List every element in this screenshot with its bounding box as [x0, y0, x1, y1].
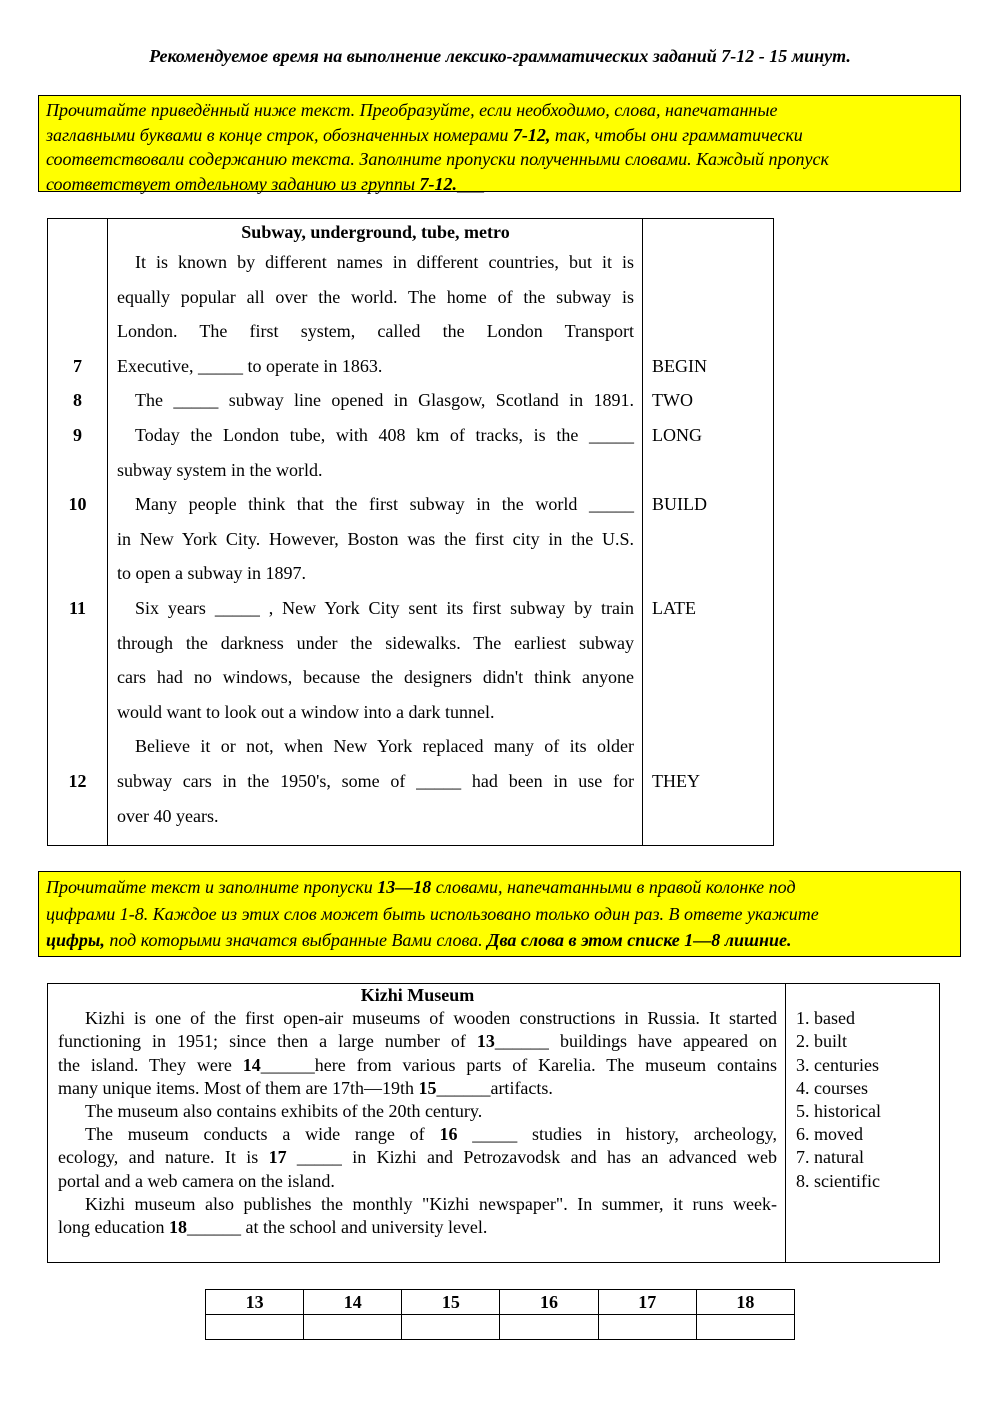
text-line: The _____ subway line opened in Glasgow, Scotland in 1891.	[135, 390, 634, 411]
page-header: Рекомендуемое время на выполнение лексико-грамматических заданий 7-12 - 15 минут.	[149, 46, 851, 66]
task-number: 7	[73, 355, 82, 376]
task-number: 10	[68, 494, 87, 515]
gap-number: 13	[476, 1031, 495, 1052]
task-number: 12	[68, 770, 87, 791]
text-line: would want to look out a window into a dark tunnel.	[117, 701, 495, 722]
answer-header: 16	[500, 1290, 598, 1315]
instruction-emphasis: Два слова в этом списке 1—8 лишние.	[487, 930, 792, 950]
word-option: 3. centuries	[796, 1054, 879, 1075]
task-number: 9	[73, 424, 82, 445]
answer-header: 17	[598, 1290, 696, 1315]
instruction-text: под которыми значатся выбранные Вами слова.	[109, 930, 483, 950]
text-line: Executive, _____ to operate in 1863.	[117, 355, 383, 376]
answer-cell[interactable]	[402, 1315, 500, 1340]
answer-cell[interactable]	[500, 1315, 598, 1340]
text-title: Subway, underground, tube, metro	[241, 222, 510, 242]
gap-number: 18	[168, 1216, 187, 1237]
word-option: 8. scientific	[796, 1170, 880, 1191]
keyword: BEGIN	[652, 355, 707, 376]
text-line: Kizhi museum also publishes the monthly "Kizhi newspaper". In summer, it runs week-	[85, 1193, 777, 1214]
word-options-column	[786, 984, 940, 1263]
keyword: TWO	[652, 390, 693, 411]
text-line: Believe it or not, when New York replaced many of its older	[135, 736, 634, 757]
instruction-text: Прочитайте текст и заполните пропуски	[46, 877, 373, 897]
word-option: 5. historical	[796, 1100, 881, 1121]
text-line: subway cars in the 1950's, some of _____ had been in use for	[117, 770, 634, 791]
text-line: equally popular all over the world. The home of the subway is	[117, 286, 634, 307]
task-number-column	[48, 219, 108, 846]
task-number: 8	[73, 390, 82, 411]
text-line: cars had no windows, because the designers didn't think anyone	[117, 667, 634, 688]
text-line: Today the London tube, with 408 km of tracks, is the _____	[135, 424, 634, 445]
instruction-text: Прочитайте приведённый ниже текст. Преобразуйте, если необходимо, слова, напечатанные	[46, 100, 778, 120]
text-line: Six years _____ , New York City sent its first subway by train	[135, 597, 634, 618]
task-range: 13—18	[377, 877, 432, 897]
instruction-emphasis: цифры,	[46, 930, 105, 950]
word-option: 4. courses	[796, 1077, 868, 1098]
keyword: THEY	[652, 770, 700, 791]
text-line: the island. They were 14______here from various parts of Karelia. The museum contains	[58, 1054, 777, 1075]
text-line: over 40 years.	[117, 805, 219, 826]
word-option: 2. built	[796, 1031, 848, 1052]
instruction-text: цифрами 1-8. Каждое из этих слов может быть использовано только один раз. В ответе укажите	[46, 903, 819, 924]
task-number: 11	[68, 597, 86, 618]
text-line: Many people think that the first subway in the world _____	[135, 494, 634, 515]
text-line: many unique items. Most of them are 17th—19th 15______artifacts.	[58, 1077, 553, 1098]
text-line: long education 18______ at the school and university level.	[58, 1216, 488, 1237]
text-line: The museum also contains exhibits of the 20th century.	[85, 1100, 483, 1121]
text-line: through the darkness under the sidewalks. The earliest subway	[117, 632, 634, 653]
instruction-box-2	[38, 871, 961, 957]
answer-header: 18	[696, 1290, 794, 1315]
text-line: subway system in the world.	[117, 459, 323, 480]
subway-task-table	[47, 218, 774, 846]
instruction-text: так, чтобы они грамматически	[554, 124, 803, 145]
answer-table	[205, 1289, 795, 1340]
text-line: functioning in 1951; since then a large number of 13______ buildings have appeared on	[58, 1031, 778, 1052]
answer-header: 15	[402, 1290, 500, 1315]
text-line: The museum conducts a wide range of 16 _____ studies in history, archeology,	[85, 1124, 778, 1145]
word-option: 7. natural	[796, 1147, 864, 1168]
instruction-text: соответствовали содержанию текста. Заполните пропуски полученными словами. Каждый пропуск	[46, 149, 829, 169]
text-line: portal and a web camera on the island.	[58, 1170, 335, 1191]
answer-header: 14	[304, 1290, 402, 1315]
text-line: in New York City. However, Boston was the first city in the U.S.	[117, 528, 634, 549]
task-range: 7-12.	[419, 173, 458, 194]
text-line: It is known by different names in different countries, but it is	[135, 252, 634, 272]
keyword: BUILD	[652, 494, 707, 515]
text-line: London. The first system, called the London Transport	[117, 321, 634, 342]
kizhi-task-table	[47, 983, 940, 1263]
answer-cell[interactable]	[206, 1315, 304, 1340]
task-range: 7-12,	[512, 124, 551, 145]
keyword: LONG	[652, 424, 702, 445]
answer-cell[interactable]	[696, 1315, 794, 1340]
instruction-box-1: Прочитайте приведённый ниже текст. Преобразуйте, если необходимо, слова, напечатанные заглавными буквами в конце строк, обозначенных номерами 7-12, так, чтобы они грамматически соответствовали содержанию текста. Заполните пропуски полученными словами. Каждый пропуск соответствует отдельному заданию из группы 7-12.___	[38, 95, 961, 192]
gap-number: 16	[439, 1124, 458, 1145]
instruction-text: заглавными буквами в конце строк, обозначенных номерами	[46, 124, 509, 145]
keyword: LATE	[652, 597, 696, 618]
answer-cell[interactable]	[304, 1315, 402, 1340]
text-line: to open a subway in 1897.	[117, 563, 306, 584]
answer-cell[interactable]	[598, 1315, 696, 1340]
text-title: Kizhi Museum	[360, 985, 475, 1005]
subway-text-column	[108, 219, 643, 846]
word-option: 1. based	[796, 1008, 855, 1029]
instruction-text: словами, напечатанными в правой колонке под	[435, 877, 796, 897]
instruction-text: соответствует отдельному заданию из группы	[46, 173, 416, 194]
gap-number: 17	[268, 1147, 287, 1168]
text-line: Kizhi is one of the first open-air museums of wooden constructions in Russia. It started	[85, 1008, 777, 1029]
gap-number: 15	[418, 1077, 437, 1098]
answer-header: 13	[206, 1290, 304, 1315]
gap-number: 14	[242, 1054, 261, 1075]
text-line: ecology, and nature. It is 17 _____ in Kizhi and Petrozavodsk and has an advanced web	[58, 1147, 777, 1168]
word-option: 6. moved	[796, 1124, 863, 1145]
keyword-column	[643, 219, 774, 846]
kizhi-text-column	[48, 984, 786, 1263]
